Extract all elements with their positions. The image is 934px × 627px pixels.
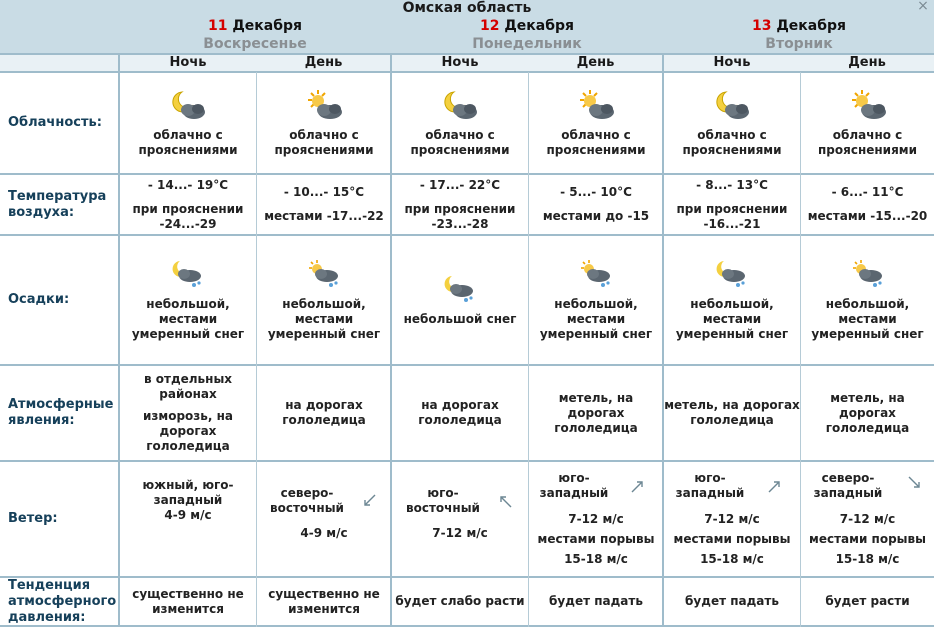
temperature-note: при прояснении [132, 201, 244, 216]
precipitation-text: умеренный снег [131, 326, 245, 341]
precipitation-text: умеренный снег [675, 326, 789, 341]
date-day: 12 [479, 18, 500, 34]
wind-direction-block [262, 486, 352, 516]
pressure-text: существенно не [268, 586, 380, 601]
temperature-note: -24...-29 [159, 216, 217, 231]
grid-line [0, 53, 934, 55]
phenomena-text: на дорогах [285, 398, 363, 412]
temperature-main: - 8...- 13°C [696, 177, 768, 192]
phenomena-text: метель, на дорогах [830, 390, 905, 420]
northwest-arrow-icon [498, 494, 514, 510]
pressure-cell [257, 578, 391, 625]
phenomena-cell [529, 366, 663, 460]
temperature-cell [529, 175, 663, 234]
wind-gusts: 15-18 м/с [564, 552, 628, 566]
phenomena-text: гололедица [825, 420, 910, 435]
wind-direction-block [398, 486, 488, 516]
close-icon[interactable]: × [917, 0, 929, 14]
pressure-text: будет падать [549, 594, 643, 608]
wind-direction: северо- [280, 486, 334, 500]
row-label-phenomena: Атмосферные явления: [8, 397, 114, 428]
phenomena-text: изморозь, на [143, 409, 233, 423]
sun-cloud-icon [574, 88, 618, 122]
wind-speed: 7-12 м/с [839, 512, 896, 526]
precipitation-cell [257, 236, 391, 364]
precipitation-text: небольшой, [554, 296, 638, 311]
date-line [391, 17, 663, 36]
pressure-cell [392, 578, 528, 625]
sun-snow-cloud-icon [577, 259, 615, 291]
wind-gusts-label: местами порывы [809, 532, 926, 546]
clouds-cell [257, 73, 391, 173]
temperature-note: -16...-21 [703, 216, 761, 231]
phenomena-cell [664, 366, 800, 460]
temperature-cell [257, 175, 391, 234]
southwest-arrow-icon [362, 492, 378, 508]
temperature-note: при прояснении [676, 201, 788, 216]
period-label: Ночь [713, 55, 751, 70]
wind-direction-block [536, 471, 612, 501]
pressure-cell [120, 578, 256, 625]
wind-speed: 7-12 м/с [432, 526, 488, 540]
date-month: Декабря [504, 18, 575, 34]
phenomena-text: гололедица [282, 413, 366, 427]
sun-cloud-icon [846, 88, 890, 122]
phenomena-text: дорогах [567, 405, 625, 420]
pressure-cell [801, 578, 934, 625]
period-label: День [576, 55, 615, 70]
row-label-clouds: Облачность: [8, 115, 102, 130]
temperature-main: - 6...- 11°C [831, 185, 904, 199]
temperature-main: - 10...- 15°C [283, 185, 365, 199]
clouds-cell [801, 73, 934, 173]
precipitation-text: небольшой, [282, 296, 366, 311]
northeast-arrow-icon [766, 479, 782, 495]
date-line [663, 17, 934, 36]
wind-direction: северо- [821, 471, 875, 485]
wind-cell [120, 478, 256, 538]
moon-snow-cloud-icon [714, 259, 750, 291]
pressure-text: будет расти [825, 594, 910, 608]
weekday: Понедельник [472, 36, 582, 52]
period-label: Ночь [441, 55, 479, 70]
phenomena-text: гололедица [690, 413, 774, 427]
phenomena-text: на дорогах [421, 398, 499, 412]
weekday: Вторник [765, 36, 833, 52]
row-label-wind: Ветер: [8, 511, 58, 526]
phenomena-cell [801, 366, 934, 460]
precipitation-text: небольшой, [825, 296, 910, 311]
precipitation-cell [392, 236, 528, 364]
wind-direction: западный [675, 486, 745, 500]
phenomena-text: дорогах [159, 424, 217, 438]
phenomena-text: метель, на [558, 390, 634, 405]
northeast-arrow-icon [629, 479, 645, 495]
temperature-cell [664, 175, 800, 234]
date-day: 13 [751, 18, 772, 34]
precipitation-text: небольшой, [690, 296, 774, 311]
wind-speed-block [664, 512, 800, 567]
precipitation-text: местами [838, 311, 897, 326]
phenomena-cell [392, 366, 528, 460]
temperature-cell [801, 175, 934, 234]
wind-direction: восточный [270, 501, 344, 515]
temperature-main: - 17...- 22°C [419, 177, 501, 192]
temperature-main: - 5...- 10°C [560, 185, 632, 199]
wind-gusts: 15-18 м/с [700, 552, 764, 566]
pressure-cell [529, 578, 663, 625]
sun-snow-cloud-icon [305, 259, 343, 291]
period-label: День [304, 55, 343, 70]
wind-gusts-label: местами порывы [673, 532, 791, 546]
clouds-text: облачно с прояснениями [410, 128, 510, 157]
clouds-text: облачно с прояснениями [546, 128, 646, 157]
wind-speed: 4-9 м/с [164, 508, 212, 522]
pressure-cell [664, 578, 800, 625]
temperature-cell [392, 175, 528, 234]
moon-snow-cloud-icon [442, 274, 478, 306]
precipitation-text: местами [566, 311, 626, 326]
precipitation-text: небольшой, [146, 296, 230, 311]
date-month: Декабря [776, 18, 847, 34]
clouds-text: облачно с прояснениями [682, 128, 782, 157]
phenomena-text: метель, на дорогах [664, 398, 800, 412]
wind-direction: западный [153, 493, 223, 507]
precipitation-cell [801, 236, 934, 364]
date-month: Декабря [232, 18, 303, 34]
clouds-text: облачно с прояснениями [274, 128, 374, 157]
date-header-3 [663, 17, 934, 52]
wind-speed: 7-12 м/с [568, 512, 624, 526]
row-label-pressure: Тенденция атмосферного давления: [8, 577, 117, 625]
clouds-cell [120, 73, 256, 173]
wind-speed: 4-9 м/с [300, 526, 348, 540]
moon-cloud-icon [168, 88, 208, 122]
grid-line [0, 460, 934, 462]
phenomena-cell [120, 366, 256, 460]
pressure-text: будет слабо расти [395, 594, 525, 608]
precipitation-text: умеренный снег [539, 326, 653, 341]
pressure-text: будет падать [685, 594, 779, 608]
precipitation-text: умеренный снег [267, 326, 381, 341]
wind-gusts: 15-18 м/с [835, 552, 900, 566]
temperature-note: местами -17...-22 [264, 209, 384, 223]
clouds-text: облачно с прояснениями [818, 128, 917, 157]
phenomena-text: гололедица [554, 420, 638, 435]
phenomena-text: в отдельных [143, 372, 233, 386]
period-label: День [848, 55, 886, 70]
precipitation-text: местами [702, 311, 762, 326]
temperature-main: - 14...- 19°C [147, 177, 229, 192]
southeast-arrow-icon [906, 474, 922, 490]
moon-cloud-icon [712, 88, 752, 122]
pressure-text: изменится [152, 601, 224, 616]
phenomena-text: гололедица [146, 439, 230, 453]
row-label-temperature: Температура воздуха: [8, 188, 107, 220]
temperature-cell [120, 175, 256, 234]
date-day: 11 [207, 18, 228, 34]
precipitation-cell [664, 236, 800, 364]
wind-direction-block [672, 471, 748, 501]
sun-cloud-icon [302, 88, 346, 122]
precipitation-cell [120, 236, 256, 364]
wind-direction: восточный [406, 501, 480, 515]
wind-direction: юго- [694, 471, 726, 485]
clouds-cell [664, 73, 800, 173]
temperature-note: местами до -15 [542, 209, 650, 223]
pressure-text: существенно не [132, 586, 244, 601]
wind-direction: южный, юго- [142, 478, 234, 492]
sun-snow-cloud-icon [849, 259, 887, 291]
phenomena-cell [257, 366, 391, 460]
wind-direction: западный [539, 486, 609, 500]
precipitation-text: местами [294, 311, 354, 326]
clouds-cell [529, 73, 663, 173]
precipitation-text: умеренный снег [811, 326, 924, 341]
wind-speed-block [529, 512, 663, 567]
phenomena-text: районах [159, 387, 217, 401]
wind-direction: юго- [558, 471, 590, 485]
wind-speed-block [801, 512, 934, 567]
temperature-note: -23...-28 [431, 216, 489, 231]
phenomena-text: гололедица [418, 413, 502, 427]
row-label-precipitation: Осадки: [8, 292, 70, 307]
region-title: Омская область [402, 0, 532, 16]
wind-direction: западный [813, 486, 883, 500]
precipitation-cell [529, 236, 663, 364]
moon-snow-cloud-icon [170, 259, 206, 291]
clouds-text: облачно с прояснениями [138, 128, 238, 157]
precipitation-text: местами [158, 311, 218, 326]
temperature-note: местами -15...-20 [807, 209, 928, 223]
date-header-2 [391, 17, 663, 52]
clouds-cell [392, 73, 528, 173]
moon-cloud-icon [440, 88, 480, 122]
wind-direction: юго- [427, 486, 459, 500]
period-label: Ночь [169, 55, 207, 70]
date-header-1 [119, 17, 391, 52]
wind-gusts-label: местами порывы [537, 532, 655, 546]
wind-direction-block [810, 471, 886, 501]
temperature-note: при прояснении [404, 201, 516, 216]
wind-speed: 7-12 м/с [704, 512, 760, 526]
precipitation-text: небольшой снег [403, 311, 517, 326]
pressure-text: изменится [288, 601, 360, 616]
weekday: Воскресенье [203, 36, 307, 52]
date-line [119, 17, 391, 36]
